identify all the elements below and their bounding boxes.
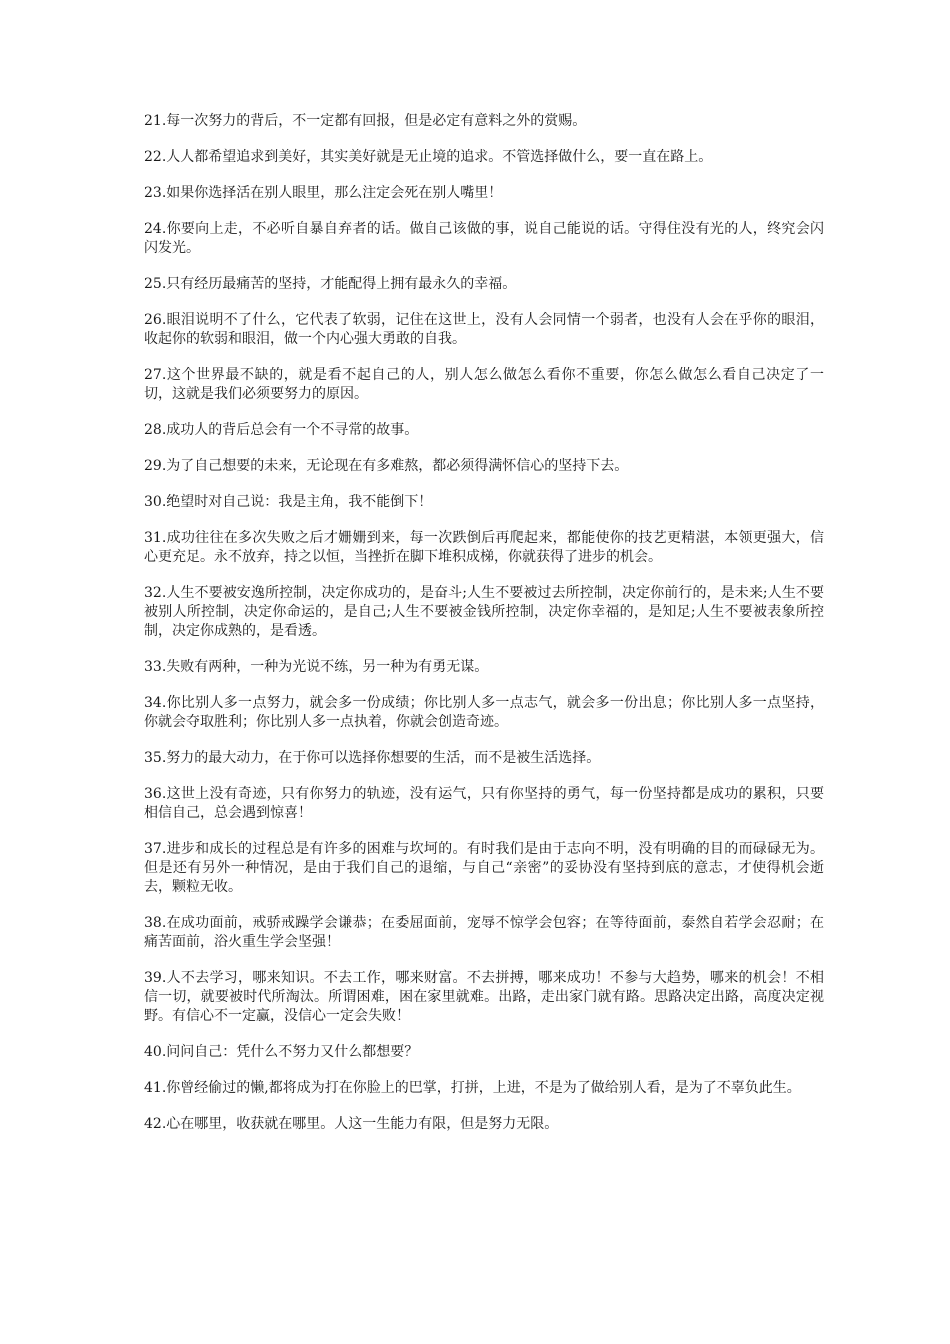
paragraph-40: 40.问问自己：凭什么不努力又什么都想要？ bbox=[144, 1044, 419, 1060]
paragraph-27: 27.这个世界最不缺的，就是看不起自己的人，别人怎么做怎么看你不重要，你怎么做怎么看自己决定了一切，这就是我们必须要努力的原因。 bbox=[144, 367, 824, 402]
paragraph-32: 32.人生不要被安逸所控制，决定你成功的，是奋斗;人生不要被过去所控制，决定你前行的，是未来;人生不要被别人所控制，决定你命运的，是自己;人生不要被金钱所控制，决定你幸福的，是知足;人生不要被表象所控制，决定你成熟的，是看透。 bbox=[144, 585, 824, 639]
paragraph-41: 41.你曾经偷过的懒,都将成为打在你脸上的巴掌，打拼，上进，不是为了做给别人看，是为了不辜负此生。 bbox=[144, 1080, 801, 1096]
paragraph-22: 22.人人都希望追求到美好，其实美好就是无止境的追求。不管选择做什么，要一直在路上。 bbox=[144, 149, 713, 165]
paragraph-31: 31.成功往往在多次失败之后才姗姗到来，每一次跌倒后再爬起来，都能使你的技艺更精湛，本领更强大，信心更充足。永不放弃，持之以恒，当挫折在脚下堆积成梯，你就获得了进步的机会。 bbox=[144, 530, 824, 565]
paragraph-30: 30.绝望时对自己说：我是主角，我不能倒下！ bbox=[144, 494, 433, 510]
paragraph-23: 23.如果你选择活在别人眼里，那么注定会死在别人嘴里！ bbox=[144, 185, 503, 201]
paragraph-25: 25.只有经历最痛苦的坚持，才能配得上拥有最永久的幸福。 bbox=[144, 276, 517, 292]
paragraph-26: 26.眼泪说明不了什么，它代表了软弱，记住在这世上，没有人会同情一个弱者，也没有人会在乎你的眼泪，收起你的软弱和眼泪，做一个内心强大勇敢的自我。 bbox=[144, 312, 824, 347]
paragraph-38: 38.在成功面前，戒骄戒躁学会谦恭；在委屈面前，宠辱不惊学会包容；在等待面前，泰然自若学会忍耐；在痛苦面前，浴火重生学会坚强！ bbox=[144, 915, 824, 950]
paragraph-42: 42.心在哪里，收获就在哪里。人这一生能力有限，但是努力无限。 bbox=[144, 1116, 559, 1132]
document-body bbox=[144, 112, 824, 1151]
paragraph-29: 29.为了自己想要的未来，无论现在有多难熬，都必须得满怀信心的坚持下去。 bbox=[144, 458, 629, 474]
paragraph-33: 33.失败有两种，一种为光说不练，另一种为有勇无谋。 bbox=[144, 659, 489, 675]
paragraph-21: 21.每一次努力的背后，不一定都有回报，但是必定有意料之外的赏赐。 bbox=[144, 113, 587, 129]
paragraph-24: 24.你要向上走，不必听自暴自弃者的话。做自己该做的事，说自己能说的话。守得住没有光的人，终究会闪闪发光。 bbox=[144, 221, 824, 256]
paragraph-36: 36.这世上没有奇迹，只有你努力的轨迹，没有运气，只有你坚持的勇气，每一份坚持都是成功的累积，只要相信自己，总会遇到惊喜！ bbox=[144, 786, 824, 821]
paragraph-35: 35.努力的最大动力，在于你可以选择你想要的生活，而不是被生活选择。 bbox=[144, 750, 601, 766]
paragraph-34: 34.你比别人多一点努力，就会多一份成绩；你比别人多一点志气，就会多一份出息；你比别人多一点坚持，你就会夺取胜利；你比别人多一点执着，你就会创造奇迹。 bbox=[144, 695, 824, 730]
paragraph-37: 37.进步和成长的过程总是有许多的困难与坎坷的。有时我们是由于志向不明，没有明确的目的而碌碌无为。但是还有另外一种情况，是由于我们自己的退缩，与自己“亲密”的妥协没有坚持到底的意志，才使得机会逝去，颗粒无收。 bbox=[144, 841, 824, 895]
paragraph-28: 28.成功人的背后总会有一个不寻常的故事。 bbox=[144, 422, 419, 438]
paragraph-39: 39.人不去学习，哪来知识。不去工作，哪来财富。不去拼搏，哪来成功！不参与大趋势，哪来的机会！不相信一切，就要被时代所淘汰。所谓困难，困在家里就难。出路，走出家门就有路。思路决定出路，高度决定视野。有信心不一定赢，没信心一定会失败！ bbox=[144, 970, 824, 1024]
